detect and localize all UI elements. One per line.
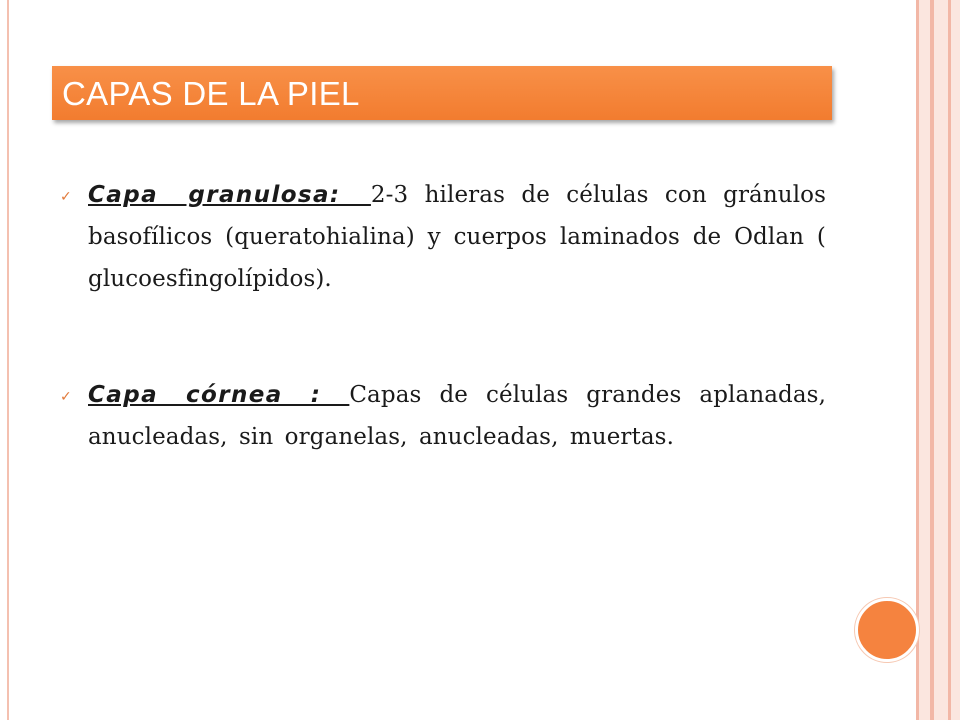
- slide-title: CAPAS DE LA PIEL: [62, 75, 360, 112]
- bullet-term: Capa granulosa:: [88, 182, 371, 208]
- bullet-text: Capas de células grandes aplanadas, anucleadas, sin organelas, anucleadas, muertas.: [88, 382, 826, 450]
- decorative-circle: [855, 598, 919, 662]
- bullet-item: [60, 174, 826, 300]
- left-frame-line: [7, 0, 9, 720]
- decorative-stripe: [919, 0, 930, 720]
- decorative-stripe: [951, 0, 960, 720]
- bullet-list: [60, 174, 826, 458]
- bullet-item: [60, 374, 826, 458]
- bullet-term: Capa córnea :: [88, 382, 350, 408]
- checkmark-icon: ✓: [60, 189, 72, 205]
- bullet-text: 2-3 hileras de células con gránulos basofílicos (queratohialina) y cuerpos laminados de Odlan ( glucoesfingolípidos).: [88, 182, 826, 292]
- title-banner: [52, 66, 832, 120]
- checkmark-icon: ✓: [60, 389, 72, 405]
- decorative-stripe: [934, 0, 948, 720]
